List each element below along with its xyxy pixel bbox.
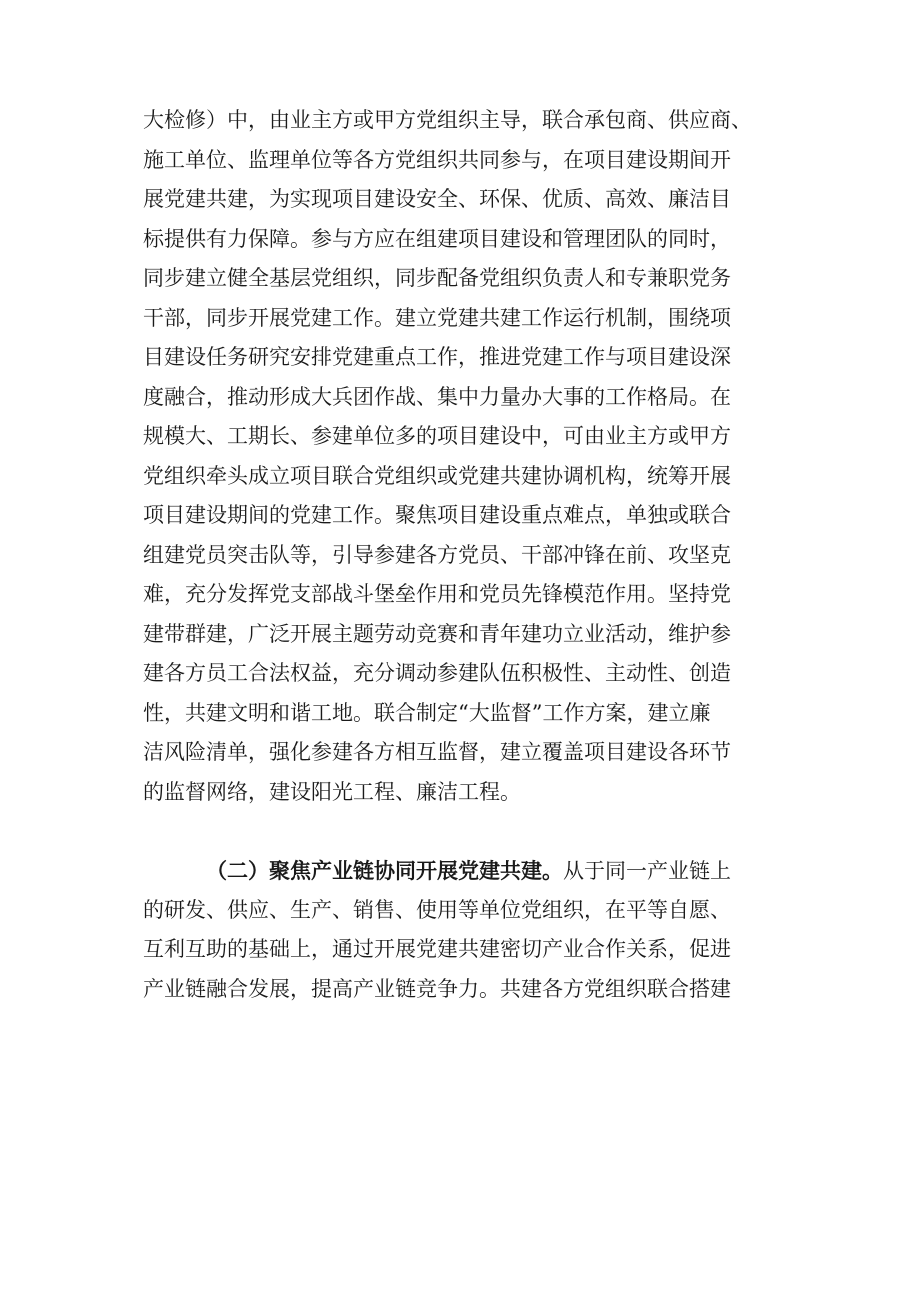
- paragraph-1: [143, 101, 798, 812]
- text-line: 洁风险清单，强化参建各方相互监督，建立覆盖项目建设各环节: [143, 740, 731, 764]
- paragraph-2: [143, 851, 798, 1009]
- section-heading: （二）聚焦产业链协同开展党建共建。: [206, 858, 563, 883]
- text-line: 项目建设期间的党建工作。聚焦项目建设重点难点，单独或联合: [143, 503, 731, 527]
- text-line: 目建设任务研究安排党建重点工作，推进党建工作与项目建设深: [143, 345, 731, 369]
- text-line: 组建党员突击队等，引导参建各方党员、干部冲锋在前、攻坚克: [143, 542, 731, 567]
- text-line: [143, 851, 798, 891]
- text-line: 标提供有力保障。参与方应在组建项目建设和管理团队的同时，: [143, 226, 731, 251]
- text-line: 展党建共建，为实现项目建设安全、环保、优质、高效、廉洁目: [143, 187, 731, 211]
- text-line: 大检修）中，由业主方或甲方党组织主导，联合承包商、供应商、: [143, 108, 752, 132]
- section-heading-continuation: 从于同一产业链上: [563, 859, 731, 883]
- paragraph-spacer: [143, 812, 798, 851]
- text-line: 干部，同步开展党建工作。建立党建共建工作运行机制，围绕项: [143, 305, 731, 330]
- text-line: 施工单位、监理单位等各方党组织共同参与，在项目建设期间开: [143, 147, 731, 172]
- text-line: 规模大、工期长、参建单位多的项目建设中，可由业主方或甲方: [143, 424, 731, 448]
- text-line: 性，共建文明和谐工地。联合制定“大监督”工作方案，建立廉: [143, 700, 711, 725]
- text-line: 的研发、供应、生产、销售、使用等单位党组织，在平等自愿、: [143, 897, 731, 922]
- text-line: 建带群建，广泛开展主题劳动竞赛和青年建功立业活动，维护参: [143, 621, 731, 646]
- text-line: 建各方员工合法权益，充分调动参建队伍积极性、主动性、创造: [143, 661, 731, 685]
- text-line: 的监督网络，建设阳光工程、廉洁工程。: [143, 779, 521, 804]
- text-line: 党组织牵头成立项目联合党组织或党建共建协调机构，统筹开展: [143, 463, 731, 488]
- document-page: [143, 101, 798, 1009]
- text-line: 产业链融合发展，提高产业链竞争力。共建各方党组织联合搭建: [143, 976, 731, 1001]
- text-line: 同步建立健全基层党组织，同步配备党组织负责人和专兼职党务: [143, 266, 731, 290]
- text-line: 度融合，推动形成大兵团作战、集中力量办大事的工作格局。在: [143, 384, 731, 409]
- text-line: 难，充分发挥党支部战斗堡垒作用和党员先锋模范作用。坚持党: [143, 582, 731, 606]
- text-line: 互利互助的基础上，通过开展党建共建密切产业合作关系，促进: [143, 937, 731, 961]
